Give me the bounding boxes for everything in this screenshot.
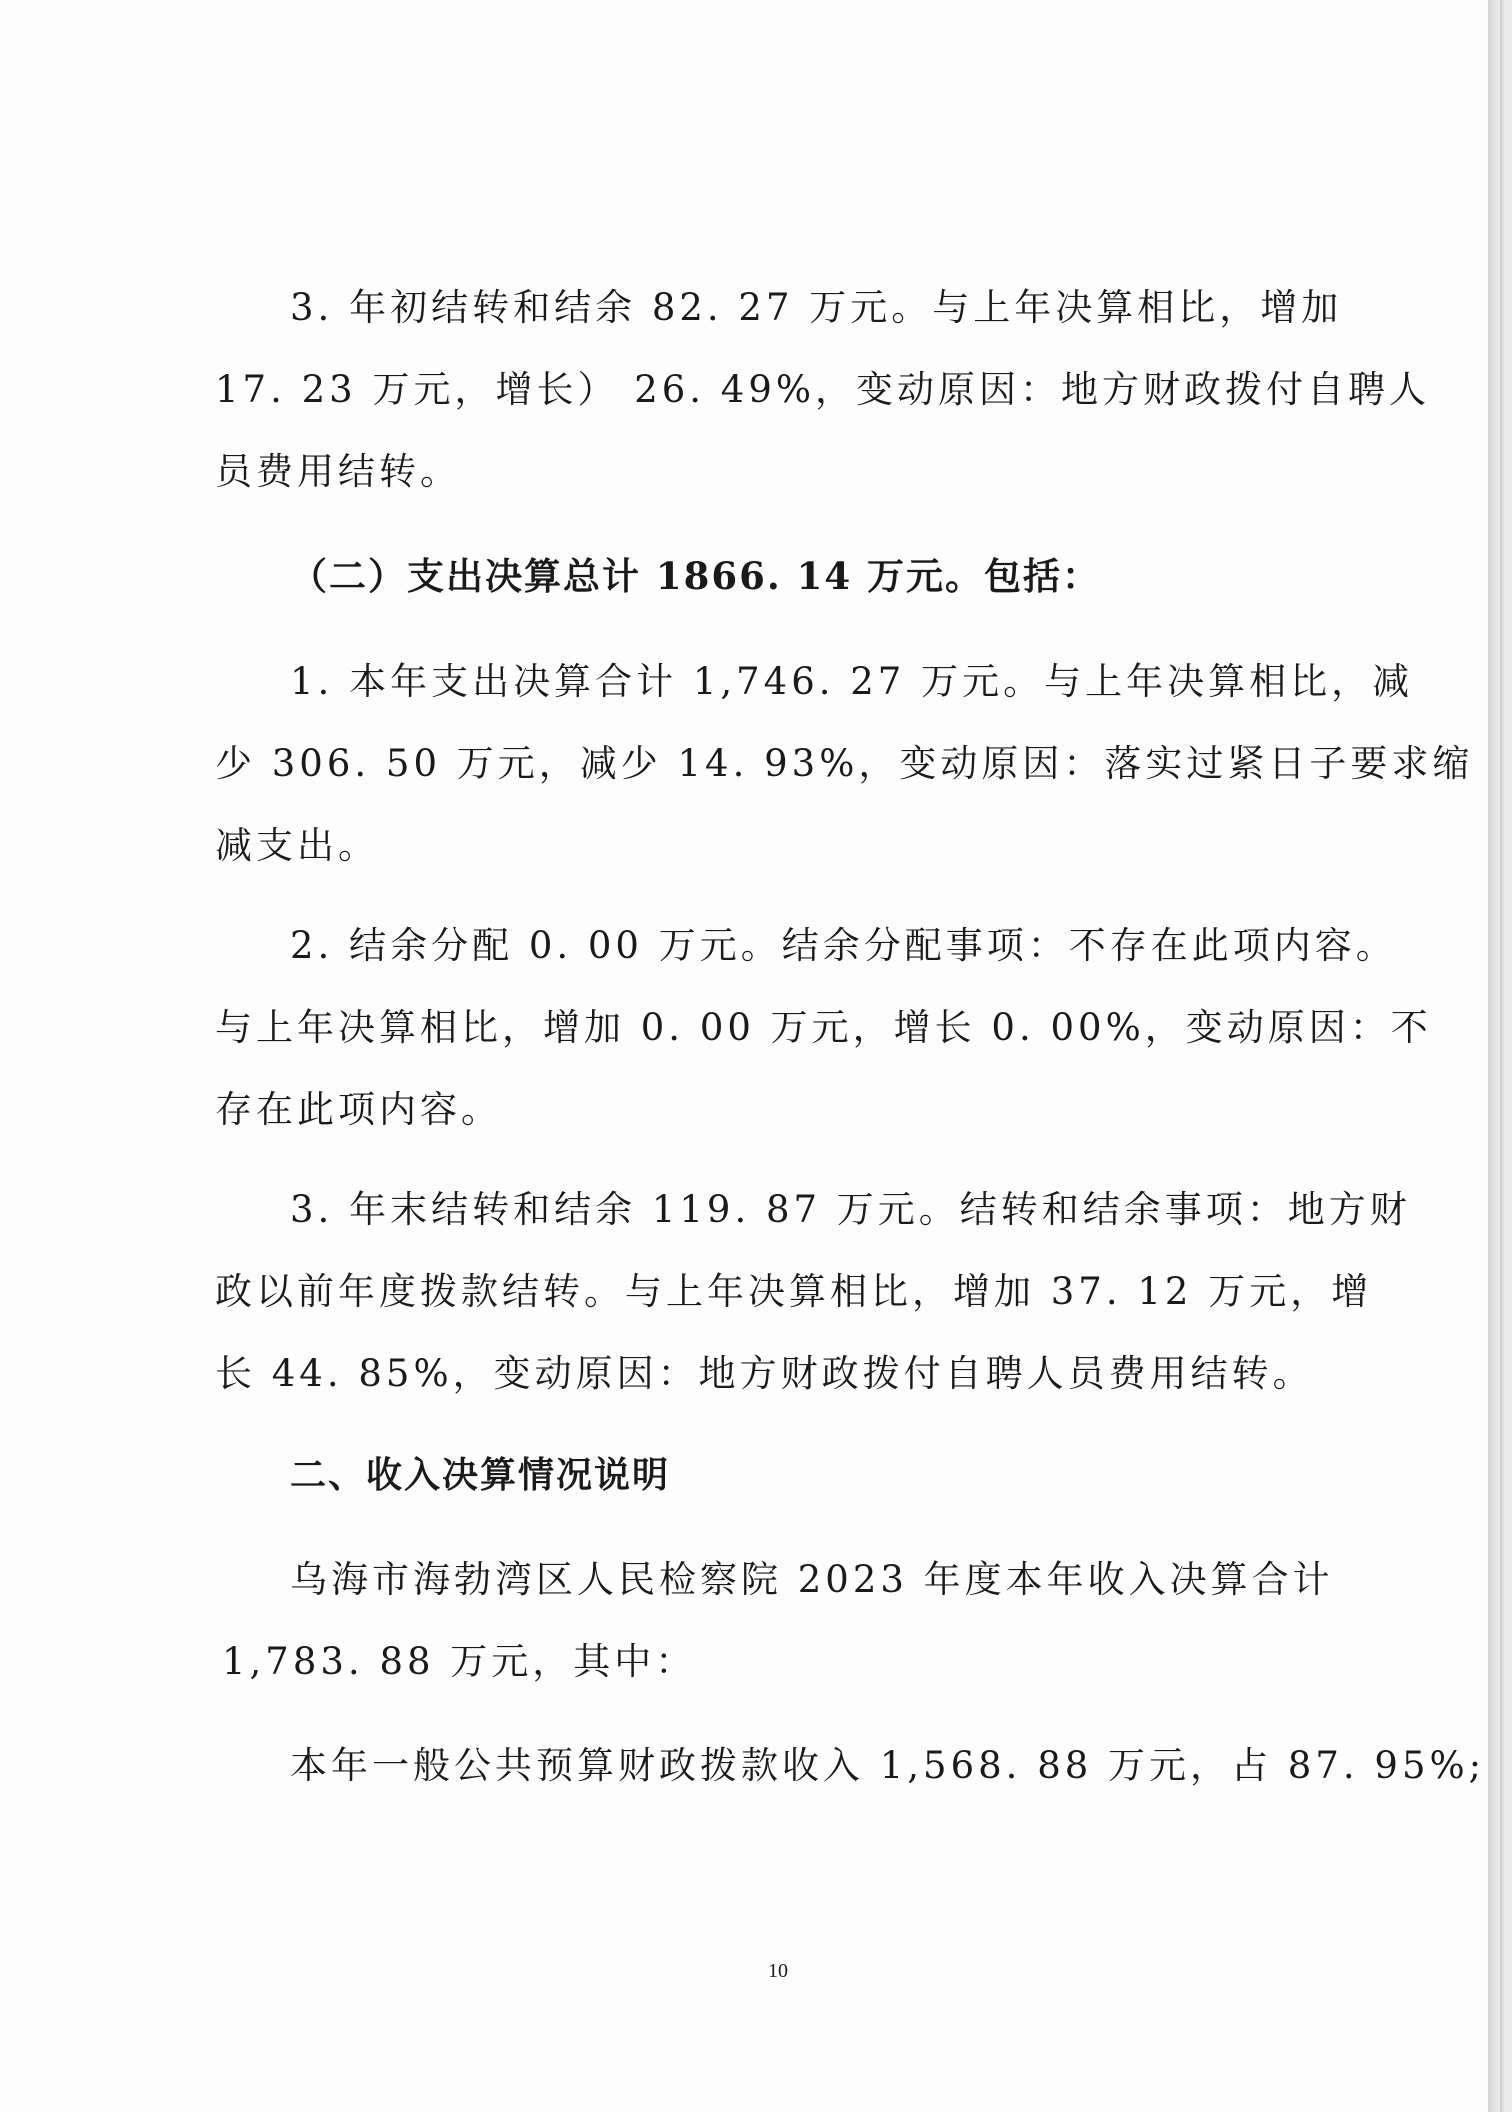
paragraph-line: 2. 结余分配 0. 00 万元。结余分配事项：不存在此项内容。 [290,924,1397,967]
paragraph-line: 1,783. 88 万元，其中： [222,1640,697,1683]
paragraph-line: 本年一般公共预算财政拨款收入 1,568. 88 万元，占 87. 95%; [290,1744,1486,1787]
paragraph-line: 与上年决算相比，增加 0. 00 万元，增长 0. 00%，变动原因：不 [215,1006,1432,1049]
section-heading: 二、收入决算情况说明 [290,1455,671,1496]
paragraph-line: 员费用结转。 [215,450,461,493]
subsection-heading: （二）支出决算总计 1866. 14 万元。包括： [290,554,1101,598]
scan-edge [1488,0,1500,2112]
paragraph-line: 3. 年末结转和结余 119. 87 万元。结转和结余事项：地方财 [290,1188,1411,1231]
paragraph-line: 减支出。 [215,824,379,867]
paragraph-line: 17. 23 万元，增长） 26. 49%，变动原因：地方财政拨付自聘人 [215,368,1431,411]
paragraph-line: 少 306. 50 万元，减少 14. 93%，变动原因：落实过紧日子要求缩 [215,742,1474,785]
paragraph-line: 1. 本年支出决算合计 1,746. 27 万元。与上年决算相比，减 [290,660,1414,703]
page-number: 10 [768,1960,788,1982]
paragraph-line: 3. 年初结转和结余 82. 27 万元。与上年决算相比，增加 [290,286,1343,329]
paragraph-line: 政以前年度拨款结转。与上年决算相比，增加 37. 12 万元，增 [215,1270,1373,1313]
paragraph-line: 乌海市海勃湾区人民检察院 2023 年度本年收入决算合计 [290,1558,1334,1601]
paragraph-line: 长 44. 85%，变动原因：地方财政拨付自聘人员费用结转。 [215,1352,1314,1395]
paragraph-line: 存在此项内容。 [215,1088,502,1131]
